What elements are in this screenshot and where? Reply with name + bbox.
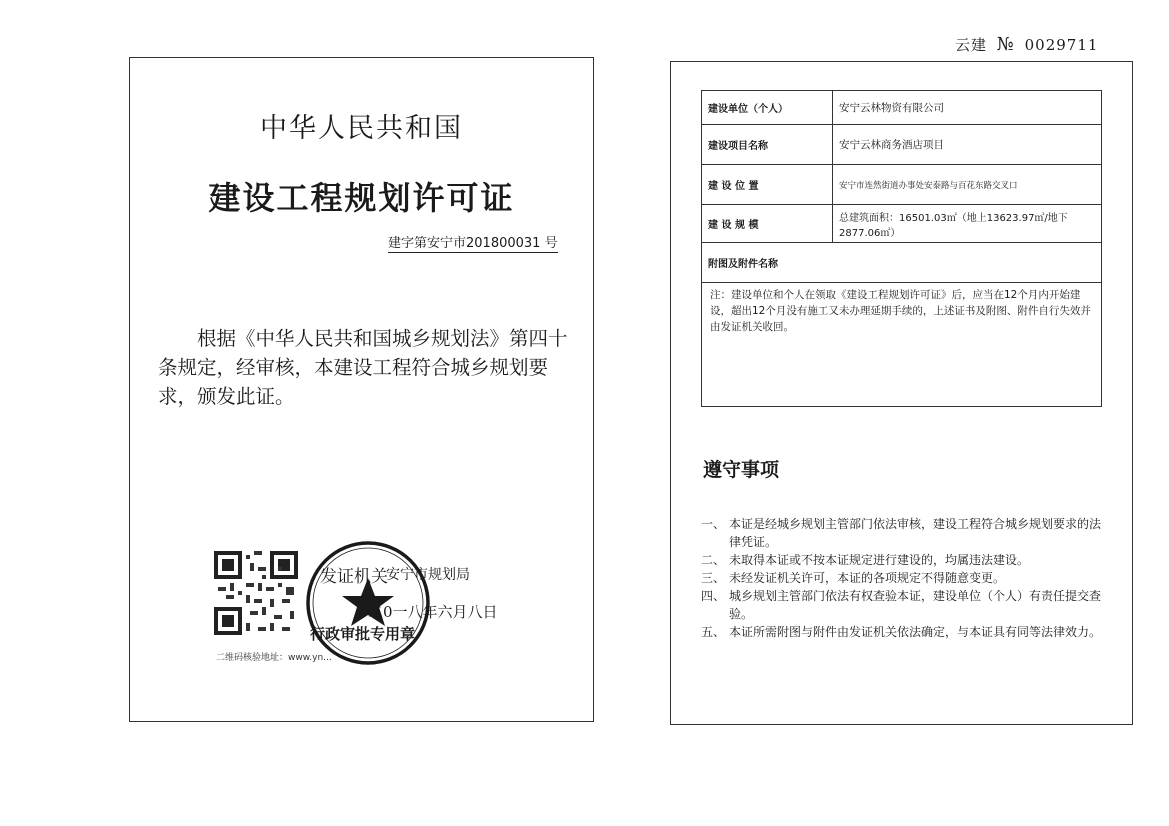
issue-date: 二0一八年六月八日 bbox=[368, 603, 498, 621]
field-value: 安宁云林商务酒店项目 bbox=[833, 125, 1102, 165]
field-label: 建 设 位 置 bbox=[702, 165, 833, 205]
project-info-table bbox=[701, 90, 1102, 407]
seal-caption: 行政审批专用章 bbox=[310, 625, 416, 643]
rule-text: 本证是经城乡规划主管部门依法审核，建设工程符合城乡规划要求的法律凭证。 bbox=[729, 517, 1102, 549]
serial-number bbox=[955, 34, 1098, 55]
validity-note: 注：建设单位和个人在领取《建设工程规划许可证》后，应当在12个月内开始建设，超出12个月没有施工又未办理延期手续的，上述证书及附图、附件自行失效并由发证机关收回。 bbox=[710, 289, 1091, 333]
country-heading: 中华人民共和国 bbox=[260, 113, 463, 144]
qr-verify-address: 二维码核验地址：www.yn... bbox=[216, 653, 332, 663]
table-row bbox=[702, 91, 1102, 125]
attachments-label: 附图及附件名称 bbox=[702, 243, 1102, 283]
qr-code-icon bbox=[214, 551, 298, 635]
observe-rules-title: 遵守事项 bbox=[703, 459, 780, 481]
issuing-authority-name: 安宁市规划局 bbox=[386, 567, 470, 583]
list-item bbox=[701, 515, 1111, 551]
issuing-authority-label: 发证机关 bbox=[320, 567, 388, 587]
field-value: 安宁云林物资有限公司 bbox=[833, 91, 1102, 125]
list-item bbox=[701, 623, 1111, 641]
rule-text: 未经发证机关许可，本证的各项规定不得随意变更。 bbox=[729, 571, 1006, 585]
serial-no-mark: № bbox=[996, 34, 1015, 55]
certificate-detail-page bbox=[670, 61, 1133, 725]
field-value: 安宁市连然街道办事处安泰路与百花东路交叉口 bbox=[833, 165, 1102, 205]
certificate-title: 建设工程规划许可证 bbox=[208, 179, 515, 217]
rule-text: 城乡规划主管部门依法有权查验本证，建设单位（个人）有责任提交查验。 bbox=[729, 589, 1102, 621]
note-cell bbox=[702, 283, 1102, 407]
table-row bbox=[702, 205, 1102, 243]
table-row bbox=[702, 165, 1102, 205]
rule-text: 本证所需附图与附件由发证机关依法确定，与本证具有同等法律效力。 bbox=[729, 625, 1102, 639]
rule-number: 四、 bbox=[701, 589, 726, 603]
document-number: 建字第安宁市201800031 号 bbox=[388, 232, 558, 253]
table-row bbox=[702, 125, 1102, 165]
table-row bbox=[702, 283, 1102, 407]
field-label: 建设项目名称 bbox=[702, 125, 833, 165]
list-item bbox=[701, 551, 1111, 569]
field-label: 建设单位（个人） bbox=[702, 91, 833, 125]
field-label: 建 设 规 模 bbox=[702, 205, 833, 243]
certificate-cover-page bbox=[129, 57, 594, 722]
observe-rules-list bbox=[701, 515, 1111, 641]
rule-text: 未取得本证或不按本证规定进行建设的，均属违法建设。 bbox=[729, 553, 1030, 567]
certificate-body-text: 根据《中华人民共和国城乡规划法》第四十条规定，经审核，本建设工程符合城乡规划要求，颁发此证。 bbox=[158, 327, 568, 408]
rule-number: 二、 bbox=[701, 553, 726, 567]
list-item bbox=[701, 569, 1111, 587]
serial-prefix: 云建 bbox=[955, 36, 988, 54]
table-row bbox=[702, 243, 1102, 283]
serial-value: 0029711 bbox=[1024, 36, 1099, 54]
rule-number: 五、 bbox=[701, 625, 726, 639]
rule-number: 一、 bbox=[701, 517, 726, 531]
rule-number: 三、 bbox=[701, 571, 726, 585]
field-value: 总建筑面积：16501.03㎡（地上13623.97㎡/地下2877.06㎡） bbox=[833, 205, 1102, 243]
list-item bbox=[701, 587, 1111, 623]
